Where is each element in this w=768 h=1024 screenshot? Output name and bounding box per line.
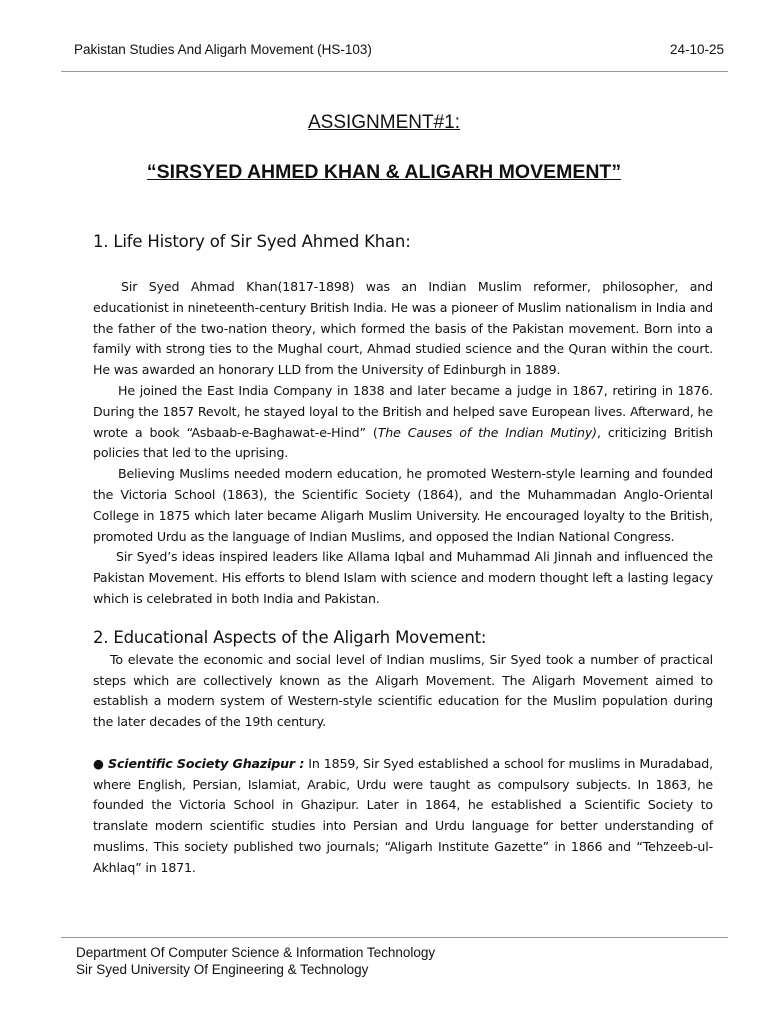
section-1-heading: 1. Life History of Sir Syed Ahmed Khan: [93, 232, 411, 251]
footer-university: Sir Syed University Of Engineering & Technology [76, 962, 369, 977]
section-1-paragraph-3: Believing Muslims needed modern education, he promoted Western-style learning and founded the Victoria School (1863), the Scientific Society (1864), and the Muhammadan Anglo-Oriental College in 1875 which later became Aligarh Muslim University. He encouraged loyalty to the British, promoted Urdu as the language of Indian Muslims, and opposed the Indian National Congress. [93, 466, 713, 544]
header-date: 24-10-25 [669, 42, 724, 57]
course-title: Pakistan Studies And Aligarh Movement (HS-103) [74, 42, 372, 57]
bullet-marker: ● [93, 755, 105, 771]
header-divider [61, 71, 728, 72]
footer-divider [61, 937, 728, 938]
bullet-title: Scientific Society Ghazipur : [108, 755, 305, 771]
book-title-translation: The Causes of the Indian Mutiny) [377, 424, 597, 440]
footer-department: Department Of Computer Science & Information Technology [76, 945, 436, 960]
document-body [93, 230, 713, 879]
section-1-paragraph-1: Sir Syed Ahmad Khan(1817-1898) was an Indian Muslim reformer, philosopher, and educationist in nineteenth-century British India. He was a pioneer of Muslim nationalism in India and the father of the two-nation theory, which formed the basis of the Pakistan movement. Born into a family with strong ties to the Mughal court, Ahmad studied science and the Quran within the court. He was awarded an honorary LLD from the University of Edinburgh in 1889. [93, 279, 713, 378]
assignment-title: ASSIGNMENT#1: [307, 112, 461, 133]
section-2-bullet-item: ● Scientific Society Ghazipur : In 1859, Sir Syed established a school for muslims in Muradabad, where English, Persian, Islamiat, Arabic, Urdu were taught as compulsory subjects. In 1863, he founded the Victoria School in Ghazipur. Later in 1864, he established a Scientific Society to translate modern scientific studies into Persian and Urdu language for better understanding of muslims. This society published two journals; “Aligarh Institute Gazette” in 1866 and “Tehzeeb-ul-Akhlaq” in 1871. [93, 755, 713, 875]
section-2-heading: 2. Educational Aspects of the Aligarh Movement: [93, 627, 487, 647]
section-1-paragraph-4: Sir Syed’s ideas inspired leaders like Allama Iqbal and Muhammad Ali Jinnah and influenced the Pakistan Movement. His efforts to blend Islam with science and modern thought left a lasting legacy which is celebrated in both India and Pakistan. [93, 549, 713, 606]
page-header [74, 42, 724, 57]
section-2-paragraph-1: To elevate the economic and social level of Indian muslims, Sir Syed took a number of practical steps which are collectively known as the Aligarh Movement. The Aligarh Movement aimed to establish a modern system of Western-style scientific education for the Muslim population during the later decades of the 19th century. [93, 651, 713, 730]
page-footer [76, 944, 435, 978]
section-1-paragraph-2: He joined the East India Company in 1838 and later became a judge in 1867, retiring in 1876. During the 1857 Revolt, he stayed loyal to the British and helped save European lives. Afterward, he wrote a book “Asbaab-e-Baghawat-e-Hind” (The Causes of the Indian Mutiny), criticizing British policies that led to the uprising. [93, 382, 713, 461]
assignment-subtitle: “SIRSYED AHMED KHAN & ALIGARH MOVEMENT” [146, 161, 622, 183]
